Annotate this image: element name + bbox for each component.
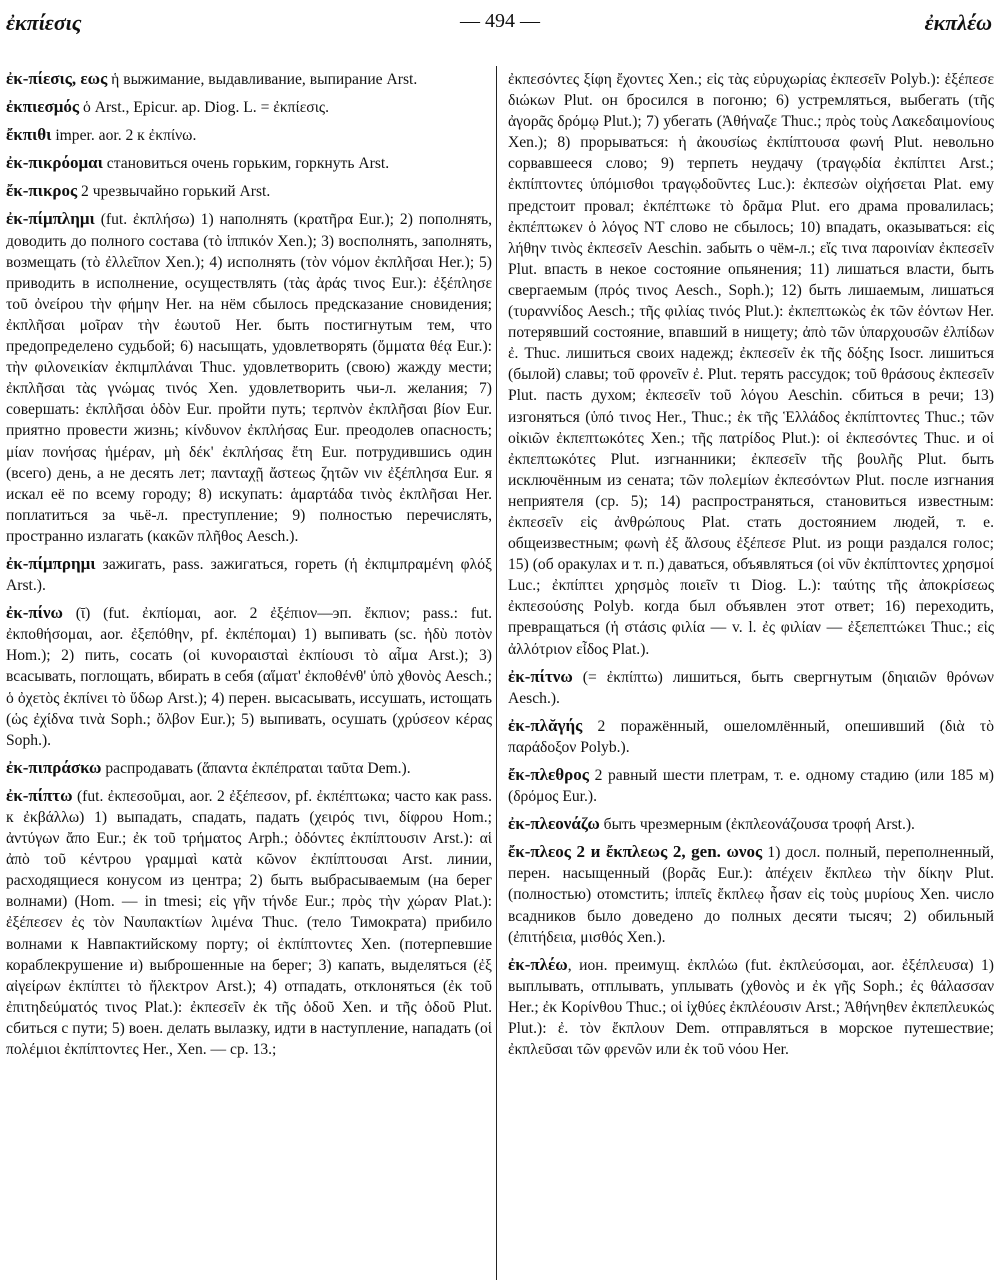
dictionary-entry (508, 68, 994, 660)
entry-text: 2 чрезвычайно горький Arst. (77, 183, 271, 201)
headword: ἐκ-πλᾰγής (508, 715, 583, 735)
dictionary-entry (508, 841, 994, 947)
entry-text: (= ἐκπίπτω) лишиться, быть свергнутым (δηιαιῶν θρόνων Aesch.). (508, 668, 994, 707)
dictionary-entry (6, 68, 492, 90)
dictionary-entry (6, 785, 492, 1060)
dictionary-entry (508, 666, 994, 709)
entry-text: ὁ Arst., Epicur. ap. Diog. L. = ἐκπίεσις. (79, 99, 329, 117)
running-head-left: ἐκπίεσις (6, 10, 82, 35)
headword: ἐκ-πιπράσκω (6, 757, 102, 777)
entry-text: (fut. ἐκπεσοῦμαι, aor. 2 ἐξέπεσον, pf. ἐκπέπτωκα; часто как pass. к ἐκβάλλω) 1) выпадать, спадать, падать (χειρός τινι, δίφρου Hom.; ἀντύγων ἄπο Eur.; ἐκ τοῦ τρήματος Arph.; ὀδόντες ἐκπίπτουσιν Arst.): αἱ ἀπὸ τοῦ κέντρου γραμμαὶ κατὰ κῶνον ἐκπίπτουσαι Arst. линии, расходящиеся конусом из центра; 2) быть выбрасываемым (на берег волнами) (Hom. — in tmesi; εἰς γῆν τήνδε Eur.; πρὸς τὴν χώραν Plat.): ἐξέπεσεν ἐς τὸν Ναυπακτίων λιμένα Thuc. (тело Тимократа) прибило волнами к Навпактийскому порту; οἱ ἐκπίπτοντες Xen. (потерпевшие кораблекрушение и) выброшенные на берег; 3) капать, выделяться (ἐξ αἰγείρων ἐκπίπτει τὸ ἤλεκτρον Arst.); 4) отпадать, отклоняться (ἐκ τοῦ ἐπιτηδεύματός τινος Plat.): ἐκπεσεῖν ἐκ τῆς ὁδοῦ Xen. и τῆς ὁδοῦ Plut. сбиться с пути; 5) воен. делать вылазку, идти в наступление, нападать (οἱ πολέμιοι ἐκπίπτοντες Her., Xen. — ср. 13.; (6, 787, 492, 1059)
headword: ἐκ-πίτνω (508, 666, 573, 686)
headword: ἔκ-πλεθρος (508, 765, 589, 784)
headword: ἐκ-πίμπλημι (6, 209, 95, 229)
entry-text: становиться очень горьким, горкнуть Arst. (102, 155, 390, 173)
entry-text: (ῑ) (fut. ἐκπίομαι, aor. 2 ἐξέπιον—эп. ἔκπιον; pass.: fut. ἐκποθήσομαι, aor. ἐξεπόθην, pf. ἐκπέπομαι) 1) выпивать (sc. ἡδὺ ποτὸν Hom.); 2) пить, сосать (οἱ κυνοραισταὶ ἐκπίουσι τὸ αἷμα Arst.); 3) всасывать, поглощать, вбирать в себя (αἵματ' ἐκποθένθ' ὑπὸ χθονὸς Aesch.; ὁ ὀχετὸς ἐκπίνει τὸ ὕδωρ Arst.); 4) перен. высасывать, иссушать, истощать (ὡς ἐχίδνα τινὰ Soph.; ὄλβον Eur.); 5) выпивать, осушать (χρύσεον κέρας Soph.). (6, 605, 492, 749)
entry-text: распродавать (ἅπαντα ἐκπέπραται ταῦτα Dem.). (101, 759, 411, 777)
headword: ἐκ-πλεονάζω (508, 814, 600, 834)
headword: ἐκ-πίεσις, εως (6, 69, 108, 88)
page-number: — 494 — (460, 10, 540, 32)
headword: ἐκ-πίμπρημι (6, 553, 96, 573)
dictionary-entry (6, 152, 492, 174)
entry-text: 2 равный шести плетрам, т. е. одному стадию (или 185 м) (δρόμος Eur.). (508, 767, 994, 806)
headword: ἐκ-πλέω (508, 954, 568, 974)
dictionary-entry (6, 757, 492, 779)
dictionary-entry (6, 602, 492, 751)
dictionary-entry (6, 124, 492, 146)
entry-text: быть чрезмерным (ἐκπλεονάζουσα τροφή Arst.). (599, 816, 915, 834)
page-header (0, 0, 1000, 60)
running-head-right: ἐκπλέω (924, 10, 992, 35)
column-divider (496, 66, 497, 1280)
entry-text: 2 поражённый, ошеломлённый, опешивший (διὰ τὸ παράδοξον Polyb.). (508, 717, 994, 756)
entry-text: ἐκπεσόντες ξίφη ἔχοντες Xen.; εἰς τὰς εὐρυχωρίας ἐκπεσεῖν Polyb.): ἐξέπεσε διώκων Plut. он бросился в погоню; 6) устремляться, выбегать (τῆς ἀγορᾶς δρόμῳ Plut.); 7) убегать (Ἀθήναζε Thuc.; πρὸς τοὺς Λακεδαιμονίους Xen.); 8) прорываться: ἡ ἀκουσίως ἐκπίπτουσα φωνή Plut. невольно сорвавшееся слово; 9) терпеть неудачу (τραγῳδία ἐκπίπτει Arst.; ἐκπίπτοντες ὑπόμισθοι τραγῳδοῦντες Luc.): ἐκπεσὼν οἰχήσεται Plat. ему предстоит провал; ἐκπέπτωκε τὸ δρᾶμα Plut. его драма провалилась; ἐκπέπτωκεν ὁ λόγος NT слово не сбылось; 10) впадать, оказываться: εἰς λήθην τινὸς ἐκπεσεῖν Aeschin. забыть о чём-л.; εἴς τινα παροινίαν ἐκπεσεῖν Plut. впасть в некое состояние опьянения; 11) лишаться власти, быть свергаемым (πρός τινος Aesch., Soph.); 12) быть лишаемым, лишаться (τυραννίδος Aesch.; τῆς φιλίας τινός Plut.): ἐκπεπτωκὼς ἐκ τῶν ἐόντων Her. потерявший состояние, впавший в нищету; ἀπὸ τῶν ὑπαρχουσῶν ἐλπίδων ἐ. Thuc. лишиться своих надежд; ἐκπεσεῖν ἐκ τῆς δόξης Isocr. лишиться (былой) славы; τοῦ φρονεῖν ἐ. Plut. терять рассудок; τοῦ θράσους ἐκπεσεῖν Plut. пасть духом; ἐκπεσεῖν τοῦ λόγου Aeschin. сбиться в речи; 13) изгоняться (ὑπό τινος Her., Thuc.; ἐκ τῆς Ἑλλάδος ἐκπίπτοντες Thuc.; τῶν οἰκιῶν ἐκπεπτωκότες Xen.; τῆς πατρίδος Plut.): οἱ ἐκπεσόντες Thuc. и οἱ ἐκπεπτωκότες Plut. изгнанники; ἐκπεσεῖν τῆς βουλῆς Plut. быть исключённым из сената; τῶν πολεμίων ἐκπεσόντων Plut. после изгнания неприятеля (ср. 5); 14) распространяться, становиться известным: ἐκπεσεῖν εἰς ἀνθρώπους Plat. стать достоянием людей, т. е. общеизвестным; φωνὴ ἐξ ἄλσους ἐξέπεσε Plut. из рощи раздался голос; 15) (об оракулах и т. п.) даваться, объявляться (οἱ νῦν ἐκπίπτοντες χρησμοί Luc.; ἐκπίπτει χρησμὸς ποιεῖν τι Diog. L.): ταύτης τῆς ἀποκρίσεως ἐκπεσούσης Polyb. когда был объявлен этот ответ; 16) переходить, превращаться (ἡ στάσις φιλία — v. l. ἐς φιλίαν — ἐξεπεπτώκει Thuc.; εἰς ἀλλότριον εἶδος Plat.). (508, 71, 994, 658)
dictionary-entry (508, 715, 994, 758)
headword: ἐκ-πίνω (6, 603, 63, 623)
entry-text: ἡ выжимание, выдавливание, выпирание Arst. (107, 71, 418, 88)
dictionary-entry (6, 96, 492, 118)
headword: ἔκ-πικρος (6, 181, 78, 201)
dictionary-entry (508, 954, 994, 1060)
headword: ἐκπιεσμός (6, 97, 80, 117)
dictionary-entry (6, 180, 492, 202)
entry-text: 1) досл. полный, переполненный, перен. насыщенный (βορᾶς Eur.): ἀπέχειν ἔκπλεω τὴν δίκην Plut. (полностью) отомстить; ἱππεῖς ἔκπλεῳ ἦσαν εἰς τοὺς μυρίους Xen. число всадников было доведено до полных десяти тысяч; 2) обильный (ἐπιτήδεια, μισθός Xen.). (508, 844, 994, 946)
entry-text: зажигать, pass. зажигаться, гореть (ἡ ἐκπιμπραμένη φλόξ Arst.). (6, 555, 492, 595)
entry-text: (fut. ἐκπλήσω) 1) наполнять (κρατῆρα Eur.); 2) пополнять, доводить до полного состава (τὸ ἱππικόν Xen.); 3) восполнять, заполнять, возмещать (τὸ ἐλλεῖπον Xen.); 4) исполнять (τὸν νόμον ἐκπλῆσαι Her.); 5) приводить в исполнение, осуществлять (τὰς ἀράς τινος Eur.): ἐξέπλησε τοῦ ὀνείρου τὴν φήμην Her. на нём сбылось предсказание сновидения; ἐκπλῆσαι μοῖραν τὴν ἑωυτοῦ Her. быть постигнутым тем, что предопределено судьбой; 6) насыщать, удовлетворять (ὄμματα θέᾳ Eur.): τὴν φιλονεικίαν ἐκπιμπλάναι Thuc. удовлетворить (свою) жажду мести; ἐκπλῆσαι τὰς γνώμας τινός Xen. удовлетворить чьи-л. желания; 7) совершать: ἐκπλῆσαι ὁδὸν Eur. пройти путь; τερπνὸν ἐκπλῆσαι βίον Eur. приятно провести жизнь; κίνδυνον ἐκπλήσας Eur. преодолев опасность; μίαν πονήσας ἡμέραν, μὴ δέκ' ἐκπλήσας ἔτη Eur. потрудившись один (всего) день, а не десять лет; πανταχῇ ἄστεως ζητῶν νιν ἐξέπλησα Eur. я искал её по всему городу; 8) искупать: ἁμαρτάδα τινὸς ἐκπλῆσαι Her. поплатиться за чьё-л. преступление; 9) полностью перечислять, пространно излагать (κακῶν πλῆθος Aesch.). (6, 211, 492, 545)
headword: ἔκ-πλεος 2 и ἔκπλεως 2, gen. ωνος (508, 842, 763, 862)
dictionary-entry (508, 813, 994, 835)
entry-text: imper. aor. 2 к ἐκπίνω. (51, 127, 197, 145)
dictionary-entry (6, 553, 492, 596)
dictionary-entry (6, 208, 492, 547)
headword: ἐκ-πικρόομαι (6, 153, 103, 173)
entry-text: , ион. преимущ. ἐκπλώω (fut. ἐκπλεύσομαι, aor. ἐξέπλευσα) 1) выплывать, отплывать, уплывать (χθονὸς и ἐκ γῆς Soph.; ἐς θάλασσαν Her.; ἐκ Κορίνθου Thuc.; οἱ ἰχθύες ἐκπλέουσιν Arst.; Ἀθήνηθεν ἐκπεπλευκώς Plut.): ἐ. τὸν ἔκπλουν Dem. отправляться в морское путешествие; ἐκπλεῦσαι τῶν φρενῶν или ἐκ τοῦ νόου Her. (508, 956, 994, 1059)
right-column (508, 68, 994, 1280)
left-column (6, 68, 492, 1280)
headword: ἔκπιθι (6, 125, 52, 145)
dictionary-entry (508, 764, 994, 807)
headword: ἐκ-πίπτω (6, 785, 73, 805)
